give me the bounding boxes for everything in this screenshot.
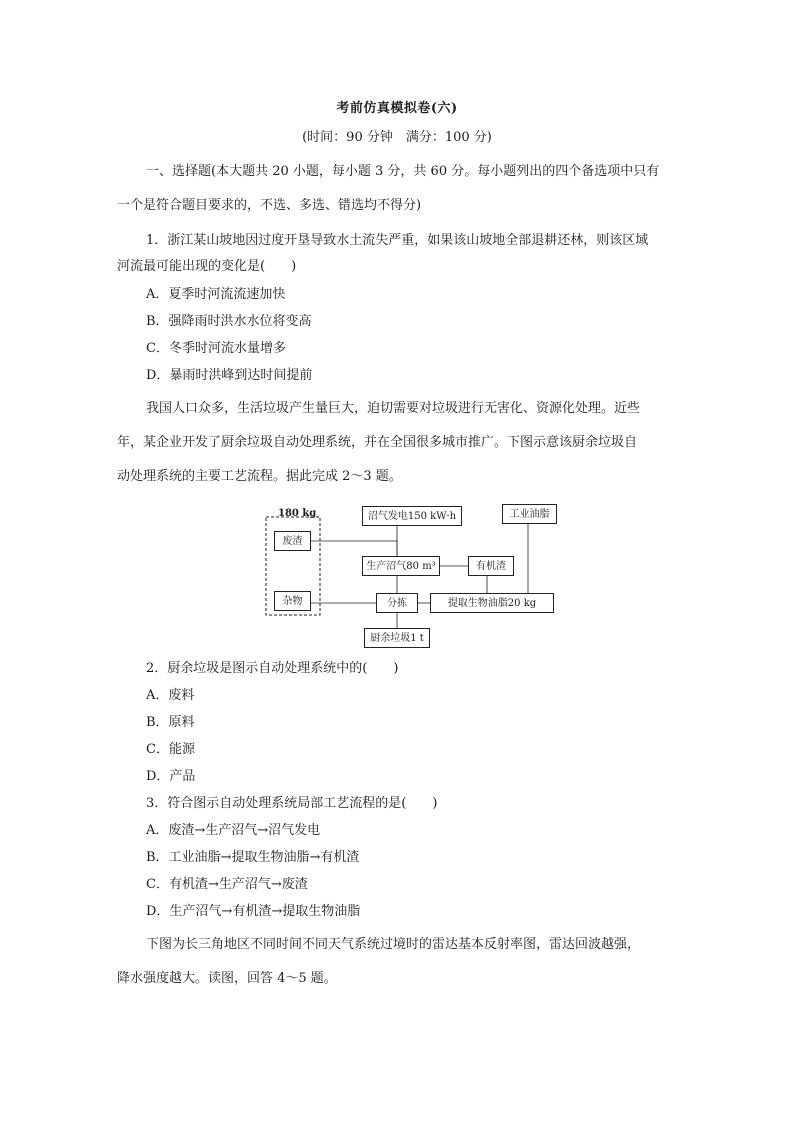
q1-option-c: C．冬季时河流水量增多 <box>146 341 286 356</box>
q1-stem-line1: 1．浙江某山坡地因过度开垦导致水土流失严重，如果该山坡地全部退耕还林，则该区域 <box>146 233 649 248</box>
box-biogas-production: 生产沼气80 m³ <box>362 556 440 576</box>
box-sorting: 分拣 <box>376 593 418 613</box>
exam-subtitle: (时间：90 分钟 满分：100 分) <box>302 130 492 145</box>
passage1-line3: 动处理系统的主要工艺流程。据此完成 2～3 题。 <box>117 469 402 484</box>
box-impurities: 杂物 <box>274 591 311 611</box>
q3-option-a: A．废渣→生产沼气→沼气发电 <box>146 823 321 838</box>
q3-stem: 3．符合图示自动处理系统局部工艺流程的是( ) <box>146 796 438 811</box>
q2-stem: 2．厨余垃圾是图示自动处理系统中的( ) <box>146 661 399 676</box>
q2-option-c: C．能源 <box>146 742 195 757</box>
q3-option-c: C．有机渣→生产沼气→废渣 <box>146 877 308 892</box>
q2-option-a: A．废料 <box>146 688 195 703</box>
q2-option-b: B．原料 <box>146 715 195 730</box>
passage2-line2: 降水强度越大。读图，回答 4～5 题。 <box>117 971 337 986</box>
exam-title: 考前仿真模拟卷(六) <box>336 101 458 116</box>
passage1-line2: 年，某企业开发了厨余垃圾自动处理系统，并在全国很多城市推广。下图示意该厨余垃圾自 <box>117 435 638 450</box>
box-bio-oil-extraction: 提取生物油脂20 kg <box>430 593 554 613</box>
passage2-line1: 下图为长三角地区不同时间不同天气系统过境时的雷达基本反射率图，雷达回波越强， <box>146 937 641 952</box>
box-kitchen-waste: 厨余垃圾1 t <box>364 628 430 648</box>
box-organic-residue: 有机渣 <box>468 556 514 576</box>
q3-option-b: B．工业油脂→提取生物油脂→有机渣 <box>146 850 360 865</box>
q1-option-a: A．夏季时河流流速加快 <box>146 287 286 302</box>
q1-option-b: B．强降雨时洪水水位将变高 <box>146 314 312 329</box>
section-intro-line2: 一个是符合题目要求的，不选、多选、错选均不得分) <box>117 198 422 213</box>
q2-option-d: D．产品 <box>146 769 196 784</box>
passage1-line1: 我国人口众多，生活垃圾产生量巨大，迫切需要对垃圾进行无害化、资源化处理。近些 <box>146 401 641 416</box>
q1-stem-line2: 河流最可能出现的变化是( ) <box>117 259 297 274</box>
q1-option-d: D．暴雨时洪峰到达时间提前 <box>146 368 313 383</box>
line-residue-to-biogas <box>311 541 397 556</box>
section-intro-line1: 一、选择题(本大题共 20 小题，每小题 3 分，共 60 分。每小题列出的四个备选项中只有 <box>146 164 660 179</box>
q3-option-d: D．生产沼气→有机渣→提取生物油脂 <box>146 904 361 919</box>
box-waste-residue: 废渣 <box>274 531 311 551</box>
box-biogas-power: 沼气发电150 kW·h <box>362 506 462 526</box>
box-industrial-oil: 工业油脂 <box>502 504 557 524</box>
dashed-group-label: 180 kg <box>278 508 317 519</box>
process-flow-diagram <box>262 500 562 650</box>
